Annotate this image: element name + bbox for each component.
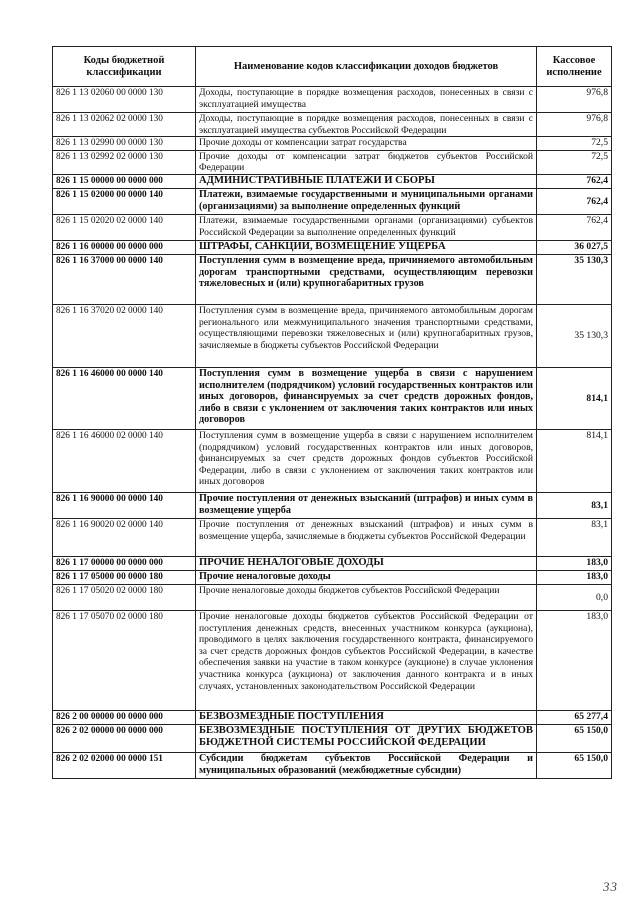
amount-cell: 83,1	[537, 492, 612, 518]
table-row	[53, 752, 612, 778]
code-cell: 826 1 16 46000 02 0000 140	[53, 429, 196, 492]
amount-cell: 65 277,4	[537, 710, 612, 724]
code-cell: 826 1 15 02000 00 0000 140	[53, 188, 196, 214]
name-cell: Прочие доходы от компенсации затрат бюджетов субъектов Российской Федерации	[196, 150, 537, 174]
name-cell: Прочие неналоговые доходы бюджетов субъектов Российской Федерации	[196, 584, 537, 610]
revenue-table	[52, 46, 612, 779]
header-code: Коды бюджетной классификации	[53, 47, 196, 87]
amount-cell: 0,0	[537, 584, 612, 610]
table-row	[53, 254, 612, 304]
table-row	[53, 429, 612, 492]
code-cell: 826 1 15 02020 02 0000 140	[53, 214, 196, 240]
name-cell: Поступления сумм в возмещение ущерба в связи с нарушением исполнителем (подрядчиком) условий государственных контрактов или иных договоров, финансируемых за счет средств дорожных фондов субъектов Российской Федерации, либо в связи с уклонением от заключения таких контрактов или иных договоров	[196, 429, 537, 492]
code-cell: 826 1 16 46000 00 0000 140	[53, 367, 196, 429]
code-cell: 826 1 15 00000 00 0000 000	[53, 174, 196, 188]
amount-cell: 762,4	[537, 214, 612, 240]
table-row	[53, 87, 612, 113]
amount-cell: 72,5	[537, 137, 612, 151]
name-cell: Поступления сумм в возмещение вреда, причиняемого автомобильным дорогам транспортными средствами, осуществляющим перевозки тяжеловесных и (или) крупногабаритных грузов	[196, 254, 537, 304]
code-cell: 826 2 02 02000 00 0000 151	[53, 752, 196, 778]
amount-cell: 65 150,0	[537, 752, 612, 778]
name-cell: Прочие неналоговые доходы бюджетов субъектов Российской Федерации от поступления денежных средств, внесенных участником конкурса (аукциона), проводимого в целях заключения государственного контракта, финансируемого за счет средств дорожных фондов субъектов Российской Федерации, в качестве обеспечения заявки на участие в таком конкурсе (аукционе) в случае уклонения участника конкурса (аукциона) от заключения данного контракта и в иных случаях, установленных законодательством Российской Федерации	[196, 610, 537, 710]
code-cell: 826 1 13 02060 00 0000 130	[53, 87, 196, 113]
name-cell: АДМИНИСТРАТИВНЫЕ ПЛАТЕЖИ И СБОРЫ	[196, 174, 537, 188]
amount-cell: 976,8	[537, 113, 612, 137]
code-cell: 826 1 16 37020 02 0000 140	[53, 304, 196, 367]
amount-cell: 762,4	[537, 188, 612, 214]
amount-cell: 35 130,3	[537, 254, 612, 304]
code-cell: 826 2 02 00000 00 0000 000	[53, 724, 196, 752]
header-name: Наименование кодов классификации доходов бюджетов	[196, 47, 537, 87]
name-cell: ШТРАФЫ, САНКЦИИ, ВОЗМЕЩЕНИЕ УЩЕРБА	[196, 240, 537, 254]
code-cell: 826 2 00 00000 00 0000 000	[53, 710, 196, 724]
name-cell: БЕЗВОЗМЕЗДНЫЕ ПОСТУПЛЕНИЯ	[196, 710, 537, 724]
name-cell: Субсидии бюджетам субъектов Российской Федерации и муниципальных образований (межбюджетные субсидии)	[196, 752, 537, 778]
table-row	[53, 584, 612, 610]
table-header-row	[53, 47, 612, 87]
table-row	[53, 188, 612, 214]
code-cell: 826 1 13 02992 02 0000 130	[53, 150, 196, 174]
code-cell: 826 1 17 00000 00 0000 000	[53, 556, 196, 570]
table-row	[53, 367, 612, 429]
name-cell: Прочие поступления от денежных взысканий (штрафов) и иных сумм в возмещение ущерба, зачисляемые в бюджеты субъектов Российской Федерации	[196, 518, 537, 556]
table-row	[53, 150, 612, 174]
table-row	[53, 113, 612, 137]
name-cell: Доходы, поступающие в порядке возмещения расходов, понесенных в связи с эксплуатацией имущества субъектов Российской Федерации	[196, 113, 537, 137]
amount-cell: 183,0	[537, 610, 612, 710]
code-cell: 826 1 16 90020 02 0000 140	[53, 518, 196, 556]
name-cell: БЕЗВОЗМЕЗДНЫЕ ПОСТУПЛЕНИЯ ОТ ДРУГИХ БЮДЖЕТОВ БЮДЖЕТНОЙ СИСТЕМЫ РОССИЙСКОЙ ФЕДЕРАЦИИ	[196, 724, 537, 752]
code-cell: 826 1 16 37000 00 0000 140	[53, 254, 196, 304]
code-cell: 826 1 17 05070 02 0000 180	[53, 610, 196, 710]
table-row	[53, 137, 612, 151]
amount-cell: 36 027,5	[537, 240, 612, 254]
table-row	[53, 214, 612, 240]
table-row	[53, 492, 612, 518]
code-cell: 826 1 17 05020 02 0000 180	[53, 584, 196, 610]
name-cell: Доходы, поступающие в порядке возмещения расходов, понесенных в связи с эксплуатацией имущества	[196, 87, 537, 113]
name-cell: Прочие поступления от денежных взысканий (штрафов) и иных сумм в возмещение ущерба	[196, 492, 537, 518]
table-body	[53, 87, 612, 779]
name-cell: Платежи, взимаемые государственными органами (организациями) субъектов Российской Федерации за выполнение определенных функций	[196, 214, 537, 240]
name-cell: Прочие неналоговые доходы	[196, 570, 537, 584]
table-row	[53, 304, 612, 367]
code-cell: 826 1 13 02062 02 0000 130	[53, 113, 196, 137]
code-cell: 826 1 13 02990 00 0000 130	[53, 137, 196, 151]
amount-cell: 83,1	[537, 518, 612, 556]
amount-cell: 814,1	[537, 367, 612, 429]
amount-cell: 814,1	[537, 429, 612, 492]
name-cell: ПРОЧИЕ НЕНАЛОГОВЫЕ ДОХОДЫ	[196, 556, 537, 570]
page-number-mark: 33	[603, 879, 618, 894]
table-row	[53, 724, 612, 752]
amount-cell: 35 130,3	[537, 304, 612, 367]
table-row	[53, 570, 612, 584]
table-row	[53, 610, 612, 710]
code-cell: 826 1 17 05000 00 0000 180	[53, 570, 196, 584]
name-cell: Платежи, взимаемые государственными и муниципальными органами (организациями) за выполнение определенных функций	[196, 188, 537, 214]
amount-cell: 183,0	[537, 570, 612, 584]
name-cell: Прочие доходы от компенсации затрат государства	[196, 137, 537, 151]
table-row	[53, 518, 612, 556]
amount-cell: 72,5	[537, 150, 612, 174]
amount-cell: 976,8	[537, 87, 612, 113]
amount-cell: 183,0	[537, 556, 612, 570]
amount-cell: 65 150,0	[537, 724, 612, 752]
table-row	[53, 710, 612, 724]
code-cell: 826 1 16 90000 00 0000 140	[53, 492, 196, 518]
amount-cell: 762,4	[537, 174, 612, 188]
name-cell: Поступления сумм в возмещение вреда, причиняемого автомобильным дорогам регионального или межмуниципального значения транспортными средствами, осуществляющими перевозки тяжеловесных и (или) крупногабаритных грузов, зачисляемые в бюджеты субъектов Российской Федерации	[196, 304, 537, 367]
header-amount: Кассовое исполнение	[537, 47, 612, 87]
code-cell: 826 1 16 00000 00 0000 000	[53, 240, 196, 254]
table-row	[53, 174, 612, 188]
table-row	[53, 240, 612, 254]
table-row	[53, 556, 612, 570]
name-cell: Поступления сумм в возмещение ущерба в связи с нарушением исполнителем (подрядчиком) условий государственных контрактов или иных договоров, финансируемых за счет средств дорожных фондов, либо в связи с уклонением от заключения таких контрактов или иных договоров	[196, 367, 537, 429]
